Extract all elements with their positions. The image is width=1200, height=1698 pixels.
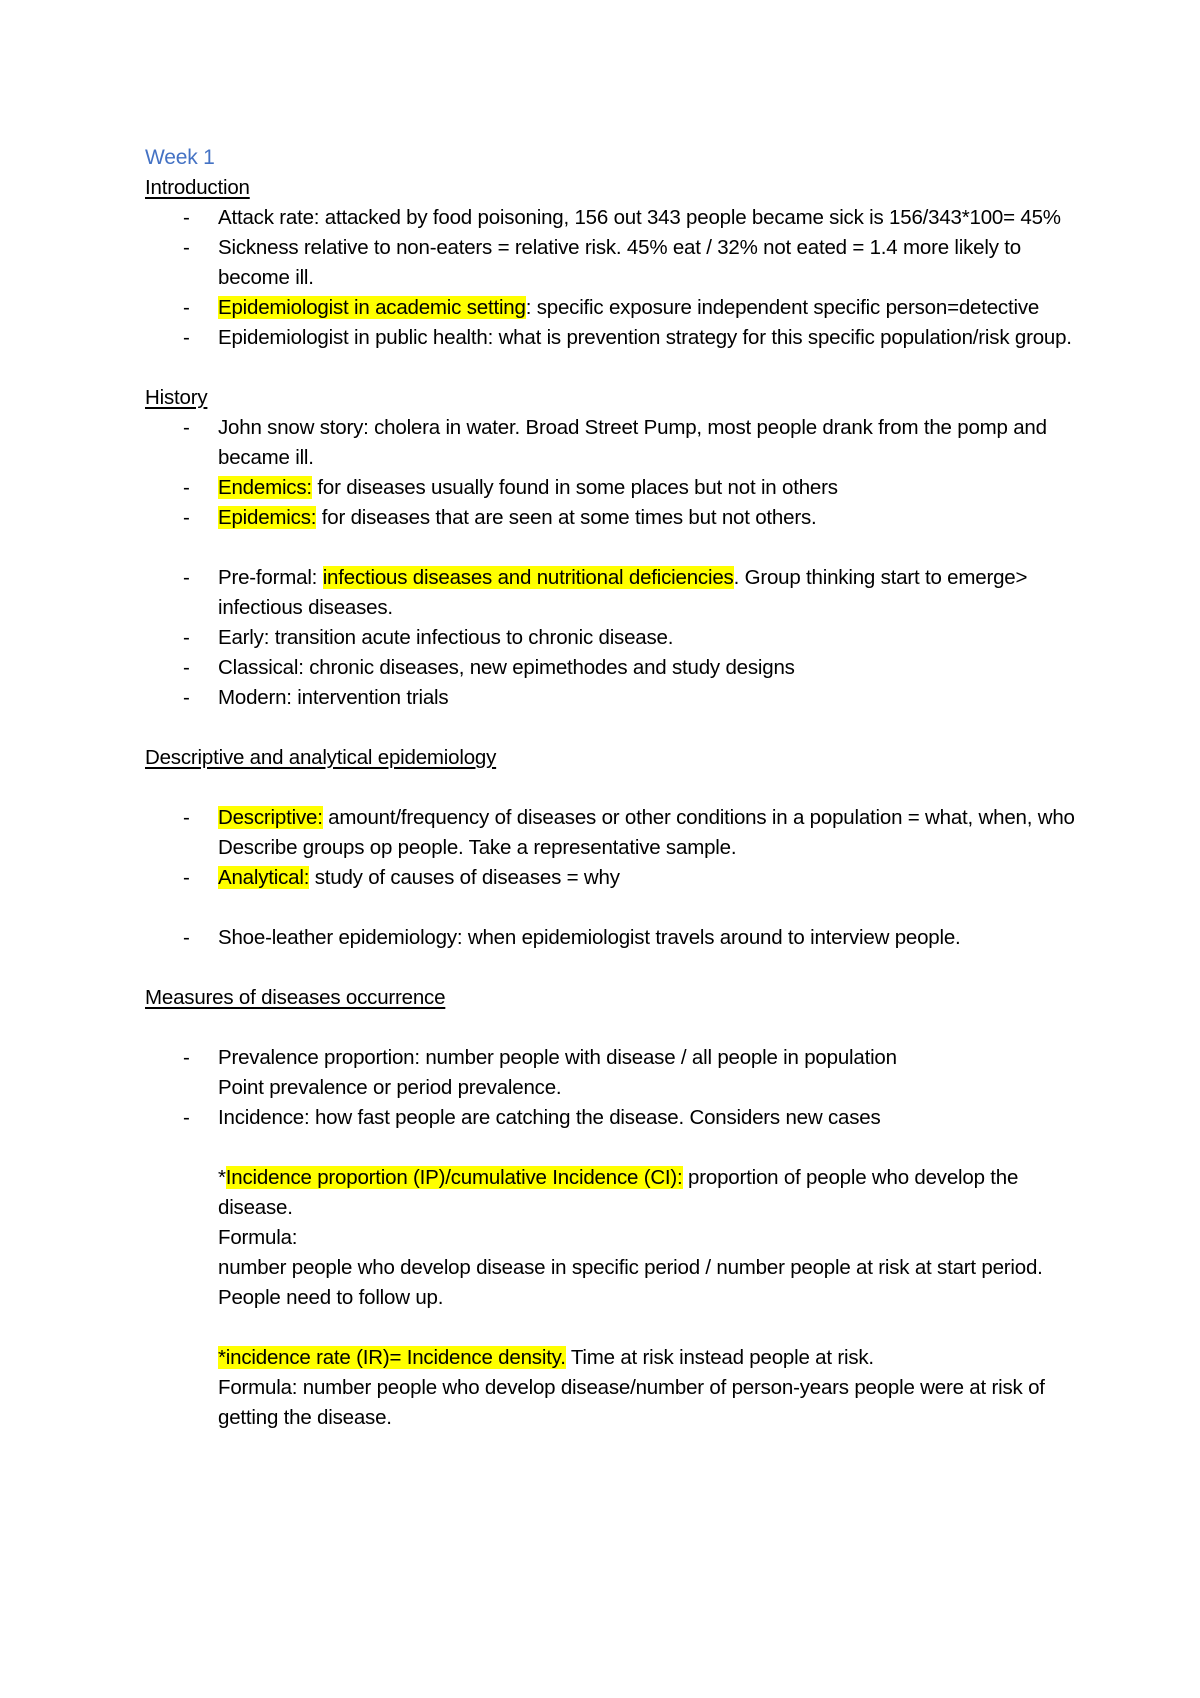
list-item [145,503,1075,533]
item-text: Shoe-leather epidemiology: when epidemiologist travels around to interview people. [218,926,961,949]
list-item [145,323,1075,353]
highlighted-term: Endemics: [218,476,312,499]
incidence-proportion-block [145,1163,1075,1223]
document-page [145,143,1075,1433]
item-text: . Group thinking start to emerge> infectious diseases. [218,566,1028,619]
dash-bullet: - [183,416,190,439]
dash-bullet: - [183,326,190,349]
blank-line [145,1133,1075,1163]
list-item [145,923,1075,953]
highlighted-term: Epidemics: [218,506,317,529]
blank-line [145,533,1075,563]
highlighted-term: infectious diseases and nutritional deficiencies [322,566,734,589]
list-item [145,863,1075,893]
measures-list-2 [145,1103,1075,1133]
history-periods-list [145,563,1075,713]
dash-bullet: - [183,866,190,889]
history-list [145,413,1075,533]
item-text: Classical: chronic diseases, new epimethodes and study designs [218,656,795,679]
dash-bullet: - [183,926,190,949]
week-title: Week 1 [145,146,215,169]
list-item [145,233,1075,293]
history-heading: History [145,386,208,409]
list-item [145,203,1075,233]
item-text: Sickness relative to non-eaters = relative risk. 45% eat / 32% not eated = 1.4 more likely to become ill. [218,236,1021,289]
list-item [145,473,1075,503]
formula-text: number people who develop disease in specific period / number people at risk at start period. People need to follow up. [218,1256,1043,1309]
measures-heading: Measures of diseases occurrence [145,986,446,1009]
item-text: Incidence: how fast people are catching the disease. Considers new cases [218,1106,881,1129]
list-item [145,683,1075,713]
formula-text: Formula: number people who develop disease/number of person-years people were at risk of getting the disease. [218,1376,1045,1429]
formula-label: Formula: [218,1226,298,1249]
dash-bullet: - [183,1046,190,1069]
item-prefix: Pre-formal: [218,566,323,589]
item-text: John snow story: cholera in water. Broad Street Pump, most people drank from the pomp and became ill. [218,416,1047,469]
item-text: for diseases usually found in some places but not in others [311,476,838,499]
list-item [145,413,1075,473]
list-item [145,563,1075,623]
highlighted-term: Incidence proportion (IP)/cumulative Incidence (CI): [225,1166,683,1189]
measures-list [145,1043,1075,1073]
dash-bullet: - [183,1106,190,1129]
introduction-heading: Introduction [145,176,250,199]
item-text: amount/frequency of diseases or other conditions in a population = what, when, who [322,806,1075,829]
dash-bullet: - [183,806,190,829]
dash-bullet: - [183,296,190,319]
item-text: study of causes of diseases = why [309,866,620,889]
highlighted-term: Analytical: [218,866,310,889]
dash-bullet: - [183,626,190,649]
dash-bullet: - [183,566,190,589]
item-text: Prevalence proportion: number people with disease / all people in population [218,1046,897,1069]
blank-line [145,353,1075,383]
asterisk: * [218,1166,226,1189]
blank-line [145,1313,1075,1343]
item-text: Modern: intervention trials [218,686,449,709]
highlighted-term: Descriptive: [218,806,323,829]
highlighted-term: Epidemiologist in academic setting [218,296,526,319]
descriptive-heading: Descriptive and analytical epidemiology [145,746,497,769]
item-text: for diseases that are seen at some times but not others. [316,506,817,529]
dash-bullet: - [183,656,190,679]
highlighted-term: *incidence rate (IR)= Incidence density. [218,1346,566,1369]
descriptive-list-3 [145,923,1075,953]
dash-bullet: - [183,206,190,229]
blank-line [145,893,1075,923]
item-text: Early: transition acute infectious to chronic disease. [218,626,674,649]
list-item [145,1103,1075,1133]
blank-line [145,773,1075,803]
dash-bullet: - [183,686,190,709]
incidence-rate-block [145,1343,1075,1373]
introduction-list [145,203,1075,353]
list-item [145,293,1075,323]
item-text: : specific exposure independent specific person=detective [525,296,1040,319]
dash-bullet: - [183,506,190,529]
item-subline: Point prevalence or period prevalence. [218,1076,562,1099]
list-item [145,653,1075,683]
item-text: proportion of people who develop the disease. [218,1166,1019,1219]
blank-line [145,953,1075,983]
descriptive-list-2 [145,863,1075,893]
dash-bullet: - [183,236,190,259]
item-text: Epidemiologist in public health: what is prevention strategy for this specific population/risk group. [218,326,1072,349]
list-item [145,623,1075,653]
item-text: Time at risk instead people at risk. [565,1346,874,1369]
list-item [145,1043,1075,1073]
dash-bullet: - [183,476,190,499]
item-text: Attack rate: attacked by food poisoning, 156 out 343 people became sick is 156/343*100= 45% [218,206,1061,229]
blank-line [145,713,1075,743]
list-item [145,803,1075,833]
blank-line [145,1013,1075,1043]
item-subline: Describe groups op people. Take a representative sample. [218,836,737,859]
descriptive-list [145,803,1075,833]
